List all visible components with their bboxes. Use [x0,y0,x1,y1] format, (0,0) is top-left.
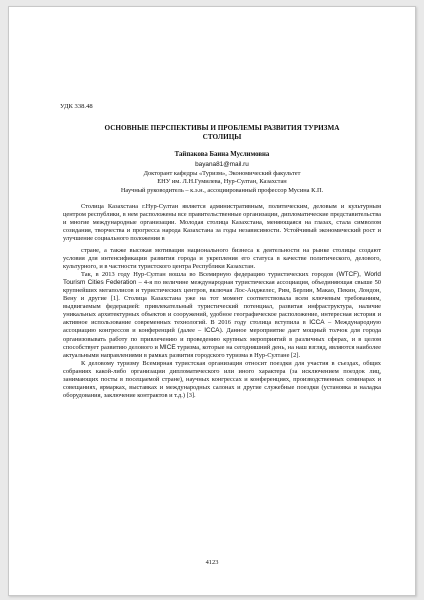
document-body [60,103,382,400]
p3-mice: MICE [159,343,176,351]
p3-wtcf: WTCF), World Tourism Cities Federation [63,271,381,287]
document-page [8,6,416,596]
paragraph-4: К деловому туризму Всемирная туристская организация относит поездки для участия в съездах, общих собраниях какой-либо организации дипломатического или иного характера (за исключением поездок лиц, занимающих посты в посещаемой стране), научных конгрессах и конференциях, производственных семинарах и совещаниях, ярмарках, выставках и международных салонах и другие служебные поездки (установка и наладка оборудования, заключение контрактов и т.д.) [3]. [63,359,381,399]
p3-part-a: Так, в 2013 году Нур-Султан вошла во Всемирную федерацию туристических городов ( [81,271,339,279]
p3-icca-2: ICCA [204,327,220,335]
p3-part-c: – Международную ассоциацию конгрессов и конференций (далее – [63,319,381,335]
p3-part-e: туризма, которые на сегодняшний день, на наш взгляд, являются наиболее актуальными направлениями в рамках развития городского туризма в Нур-Султане [2]. [63,343,381,359]
p3-icca: ICCA [309,319,325,327]
affiliation-line-1: Докторант кафедры «Туризм», Экономический факультет [143,170,301,178]
title-line-2: СТОЛИЦЫ [202,133,242,142]
title-line-1: ОСНОВНЫЕ ПЕРСПЕКТИВЫ И ПРОБЛЕМЫ РАЗВИТИЯ ТУРИЗМА [104,124,340,133]
paragraph-1: Столица Казахстана г.Нур-Султан является административным, политическим, деловым и культурным центром республики, в нем расположены все правительственные организации, дипломатические представительства и многие международные организации. Молодая столица Казахстана, меняющаяся на глазах, стала символом созидания, творчества и прогресса народа Казахстана за годы независимости. Устойчивый экономический рост и улучшение социального положения в [63,202,381,242]
author-name: Тайпакова Баина Муслимовна [174,151,270,159]
paragraph-2: стране, а также высокая мотивация национального бизнеса к деятельности на рынке столицы создают условия для интенсификации развития города и укрепления его статуса в качестве политического, делового, культурного, и в частности туристского центра Республики Казахстан. [63,246,381,271]
p3-part-b: – 4-я по величине международная туристическая ассоциация, объединяющая свыше 50 крупнейших мегаполисов и туристических центров, включая Лос-Анджелес, Рим, Берлин, Макао, Пекин, Лондон, Вену и другие [1]. Столица Казахстана уже на тот момент соответствовала всем ключевым требованиям, выдвигаемым федерацией: привлекательный туристический потенциал, развитая инфраструктура, наличие уникальных архитектурных объектов и сооружений, удобное географическое расположение, интересная история и активное использование современных технологий. В 2016 году столица вступила в [63,279,381,327]
page-number: 4123 [205,559,219,566]
paragraph-3 [63,271,381,360]
author-email: bayana81@mail.ru [195,161,249,169]
affiliation-line-3: Научный руководитель – к.э.н., ассоциированный профессор Мусина К.П. [120,186,324,194]
p3-part-d: ). Данное мероприятие дает мощный толчок для города организовывать работу по привлечению и проведению крупных мероприятий в различных сферах, и в целом способствует развитию делового и [63,327,382,351]
udk-code: УДК 338.48 [60,103,93,110]
article-title [63,124,381,142]
affiliation-line-2: ЕНУ им. Л.Н.Гумилева, Нур-Султан, Казахстан [157,178,287,186]
